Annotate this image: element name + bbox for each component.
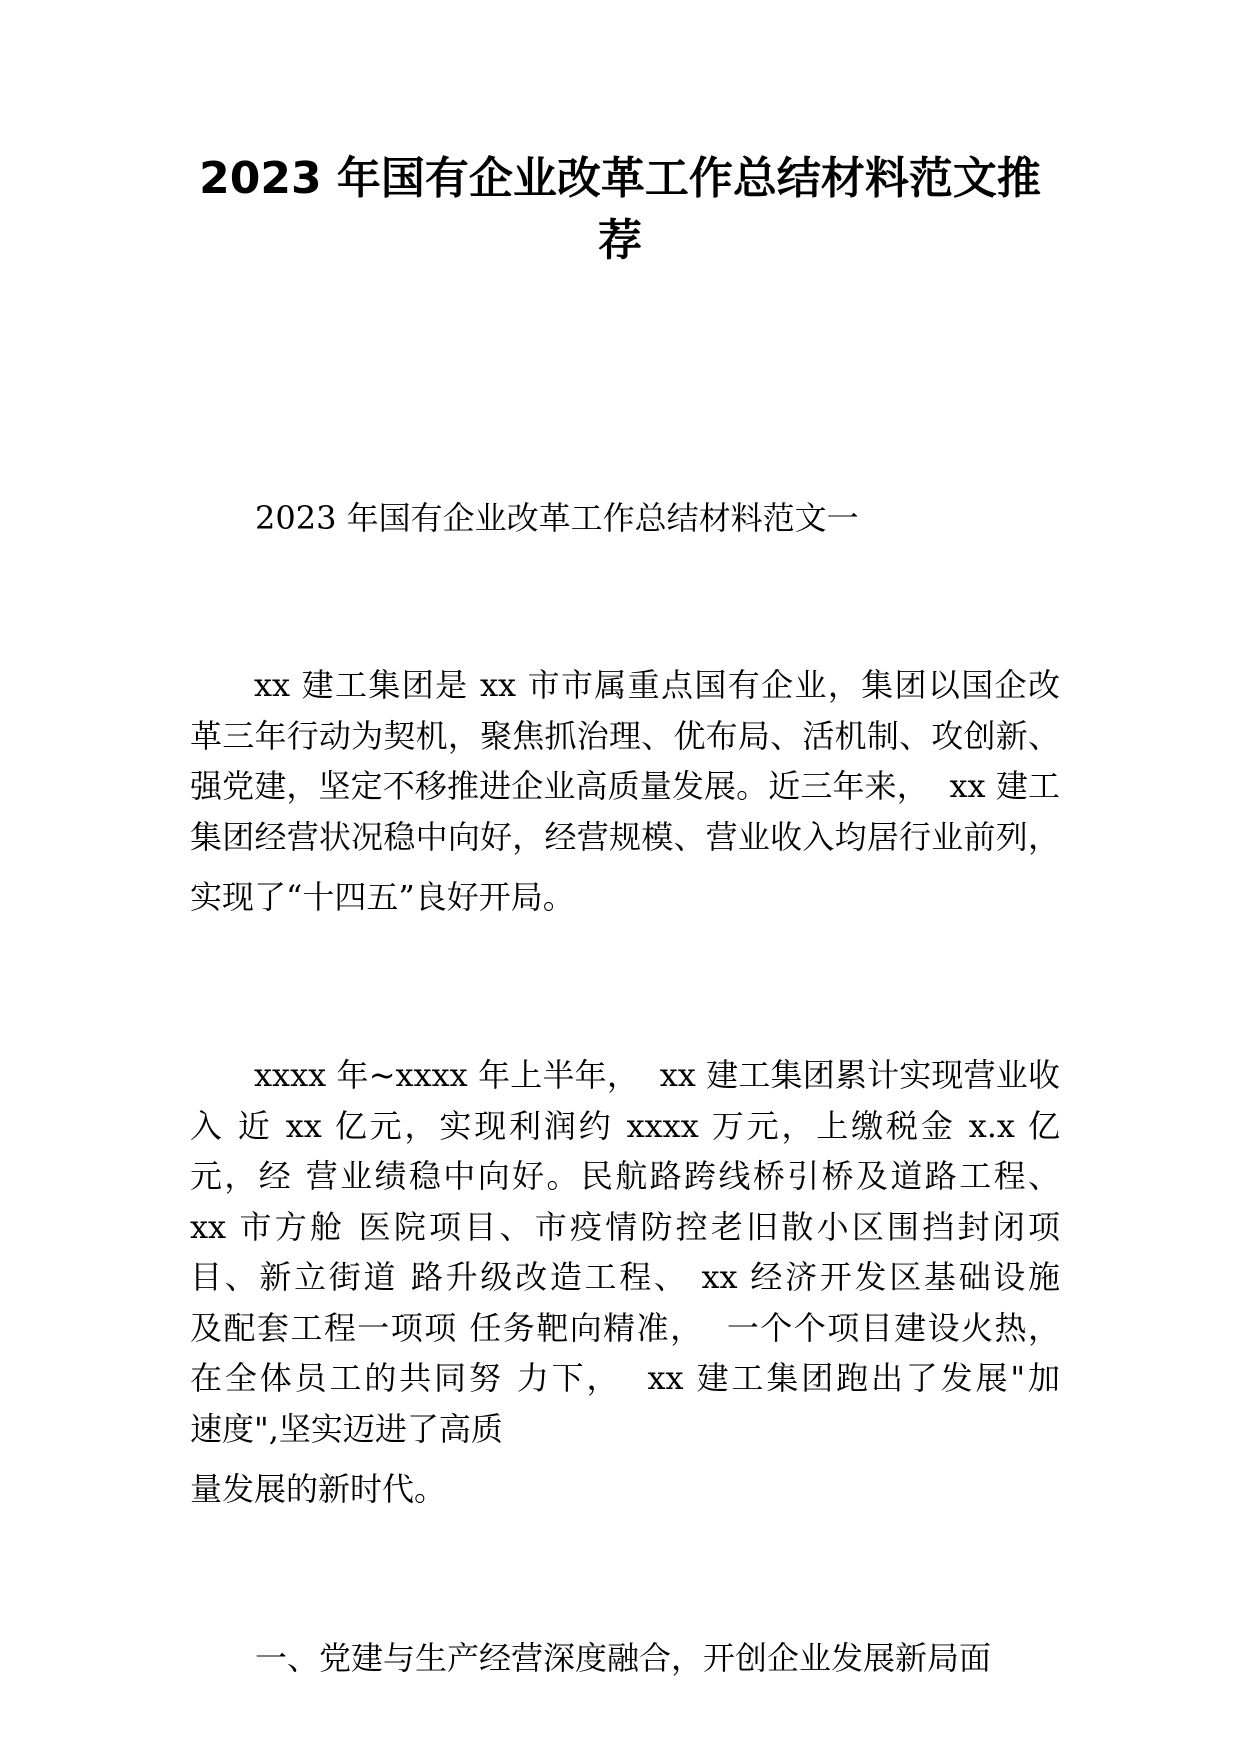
paragraph-line: 及配套工程一项项 任务靶向精准， 一个个项目建设火热， [190,1308,1060,1347]
paragraph-line: 实现了“十四五”良好开局。 [190,878,575,916]
document-title [180,148,1060,272]
paragraph-line: 集团经营状况稳中向好，经营规模、营业收入均居行业前列， [190,817,1060,856]
title-line-2: 荐 [598,215,642,266]
paragraph-2 [190,1050,1060,1515]
paragraph-line: 在全体员工的共同努 力下， xx 建工集团跑出了发展"加 [190,1359,1060,1397]
paragraph-line: xx 市方舱 医院项目、市疫情防控老旧散小区围挡封闭项 [190,1207,1060,1246]
paragraph-line: 革三年行动为契机，聚焦抓治理、优布局、活机制、攻创新、 [190,716,1060,755]
paragraph-line: 元，经 营业绩稳中向好。民航路跨线桥引桥及道路工程、 [190,1157,1060,1195]
paragraph-line: xx 建工集团是 xx 市市属重点国有企业，集团以国企改 [254,666,1060,704]
paragraph-line: 入 近 xx 亿元，实现利润约 xxxx 万元，上缴税金 x.x 亿 [190,1106,1060,1145]
paragraph-line: 量发展的新时代。 [190,1470,447,1508]
paragraph-1 [190,660,1060,923]
paragraph-line: 强党建，坚定不移推进企业高质量发展。近三年来， xx 建工 [190,767,1060,805]
section-heading-1: 一、党建与生产经营深度融合，开创企业发展新局面 [255,1639,992,1677]
title-line-1: 2023 年国有企业改革工作总结材料范文推 [199,153,1041,204]
paragraph-line: xxxx 年~xxxx 年上半年， xx 建工集团累计实现营业收 [254,1056,1060,1094]
paragraph-line: 速度",坚实迈进了高质 [190,1409,503,1448]
paragraph-line: 目、新立街道 路升级改造工程、 xx 经济开发区基础设施 [190,1258,1060,1296]
section-subtitle: 2023 年国有企业改革工作总结材料范文一 [255,499,859,537]
